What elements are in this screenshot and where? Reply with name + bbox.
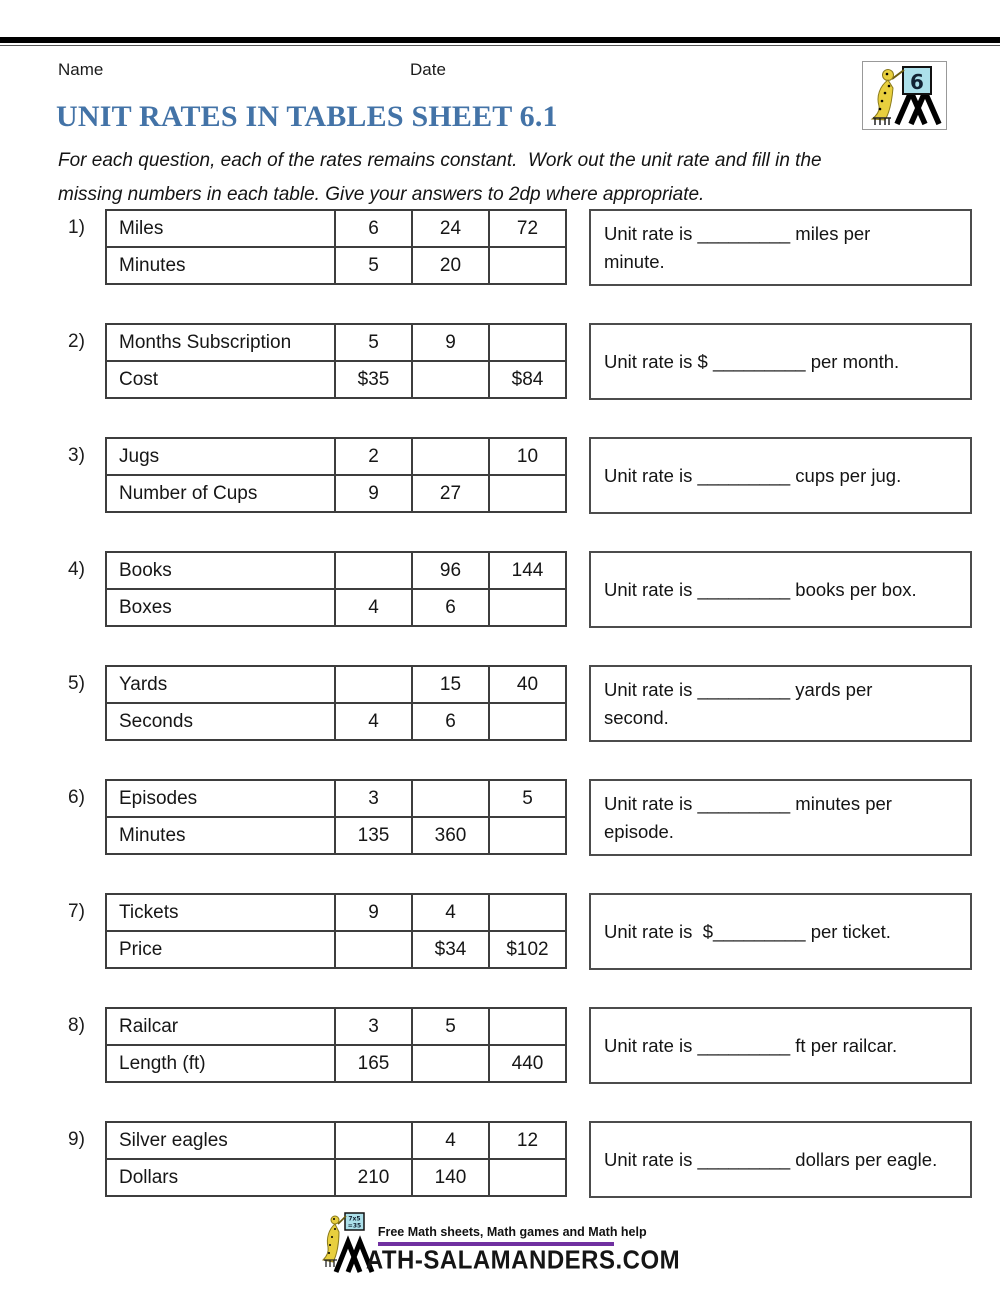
- grade-badge-logo: [862, 61, 947, 130]
- table-cell: [489, 1008, 566, 1045]
- table-cell: 6: [412, 703, 489, 740]
- question-number: 6): [68, 787, 85, 808]
- table-row: [106, 1008, 566, 1045]
- table-row: [106, 438, 566, 475]
- answer-text: Unit rate is _________ minutes per: [604, 792, 892, 814]
- table-cell: 9: [335, 475, 412, 512]
- row-label: Price: [106, 931, 335, 968]
- table-row: [106, 703, 566, 740]
- table-cell: 12: [489, 1122, 566, 1159]
- instructions-line-1: For each question, each of the rates remains constant. Work out the unit rate and fill in the: [58, 150, 822, 171]
- table-cell: [489, 1159, 566, 1196]
- table-cell: 4: [412, 894, 489, 931]
- table-row: [106, 1159, 566, 1196]
- table-cell: 72: [489, 210, 566, 247]
- table-cell: 9: [412, 324, 489, 361]
- answer-text: Unit rate is _________ miles per: [604, 222, 871, 244]
- answer-box: [589, 665, 972, 742]
- footer: [0, 1210, 1000, 1276]
- answer-box: [589, 1007, 972, 1084]
- rate-table: [105, 551, 567, 627]
- table-cell: 210: [335, 1159, 412, 1196]
- instructions: [58, 144, 822, 212]
- name-field-label: Name: [58, 60, 104, 79]
- table-cell: $102: [489, 931, 566, 968]
- table-cell: 140: [412, 1159, 489, 1196]
- row-label: Jugs: [106, 438, 335, 475]
- table-cell: 20: [412, 247, 489, 284]
- table-cell: 360: [412, 817, 489, 854]
- table-cell: 440: [489, 1045, 566, 1082]
- answer-box: [589, 323, 972, 400]
- row-label: Minutes: [106, 247, 335, 284]
- question-block-8: [68, 1007, 972, 1084]
- table-row: [106, 361, 566, 398]
- answer-box: [589, 209, 972, 286]
- answer-text: Unit rate is _________ ft per railcar.: [604, 1034, 898, 1056]
- answer-text: second.: [604, 706, 669, 728]
- table-row: [106, 475, 566, 512]
- footer-sign-text-2: =35: [347, 1222, 362, 1230]
- table-cell: [489, 894, 566, 931]
- answer-box: [589, 1121, 972, 1198]
- table-cell: [335, 666, 412, 703]
- row-label: Cost: [106, 361, 335, 398]
- table-cell: [489, 703, 566, 740]
- page-title: UNIT RATES IN TABLES SHEET 6.1: [56, 100, 558, 133]
- question-block-5: [68, 665, 972, 742]
- row-label: Miles: [106, 210, 335, 247]
- date-field-label: Date: [410, 60, 446, 79]
- table-cell: $35: [335, 361, 412, 398]
- table-cell: 5: [489, 780, 566, 817]
- question-block-6: [68, 779, 972, 856]
- answer-text: Unit rate is _________ cups per jug.: [604, 464, 902, 486]
- row-label: Boxes: [106, 589, 335, 626]
- table-cell: [412, 780, 489, 817]
- row-label: Length (ft): [106, 1045, 335, 1082]
- answer-box: [589, 551, 972, 628]
- top-border-thin-rule: [0, 45, 1000, 46]
- table-cell: 3: [335, 780, 412, 817]
- table-cell: 96: [412, 552, 489, 589]
- row-label: Dollars: [106, 1159, 335, 1196]
- row-label: Number of Cups: [106, 475, 335, 512]
- question-block-2: [68, 323, 972, 400]
- rate-table: [105, 1121, 567, 1197]
- table-row: [106, 324, 566, 361]
- rate-table: [105, 209, 567, 285]
- table-cell: [412, 1045, 489, 1082]
- row-label: Episodes: [106, 780, 335, 817]
- row-label: Silver eagles: [106, 1122, 335, 1159]
- table-cell: [489, 324, 566, 361]
- row-label: Yards: [106, 666, 335, 703]
- question-block-9: [68, 1121, 972, 1198]
- question-block-4: [68, 551, 972, 628]
- rate-table: [105, 779, 567, 855]
- question-block-7: [68, 893, 972, 970]
- table-cell: 4: [335, 589, 412, 626]
- table-cell: 4: [335, 703, 412, 740]
- table-cell: 15: [412, 666, 489, 703]
- table-cell: 9: [335, 894, 412, 931]
- question-number: 8): [68, 1015, 85, 1036]
- table-row: [106, 931, 566, 968]
- answer-text: Unit rate is _________ books per box.: [604, 578, 917, 600]
- table-cell: 5: [335, 247, 412, 284]
- top-border-rule: [0, 37, 1000, 43]
- table-cell: 165: [335, 1045, 412, 1082]
- table-cell: 40: [489, 666, 566, 703]
- table-row: [106, 552, 566, 589]
- answer-text: Unit rate is $ _________ per month.: [604, 350, 900, 372]
- row-label: Seconds: [106, 703, 335, 740]
- answer-text: Unit rate is _________ dollars per eagle.: [604, 1148, 938, 1170]
- table-cell: [335, 552, 412, 589]
- question-number: 4): [68, 559, 85, 580]
- table-cell: 5: [335, 324, 412, 361]
- rate-table: [105, 437, 567, 513]
- footer-sign-text-1: 7x5: [348, 1215, 361, 1223]
- footer-domain-text: ATH-SALAMANDERS.COM: [365, 1245, 681, 1275]
- row-label: Months Subscription: [106, 324, 335, 361]
- table-cell: [412, 361, 489, 398]
- questions-list: [68, 209, 972, 1235]
- table-cell: [489, 247, 566, 284]
- table-cell: 4: [412, 1122, 489, 1159]
- table-cell: 144: [489, 552, 566, 589]
- table-cell: 3: [335, 1008, 412, 1045]
- answer-text: Unit rate is $_________ per ticket.: [604, 920, 891, 942]
- row-label: Books: [106, 552, 335, 589]
- rate-table: [105, 893, 567, 969]
- grade-number: 6: [910, 70, 924, 94]
- answer-text: minute.: [604, 250, 665, 272]
- rate-table: [105, 323, 567, 399]
- question-number: 9): [68, 1129, 85, 1150]
- table-cell: [489, 475, 566, 512]
- table-row: [106, 780, 566, 817]
- table-cell: 135: [335, 817, 412, 854]
- table-cell: [489, 589, 566, 626]
- footer-tagline: Free Math sheets, Math games and Math help: [377, 1225, 647, 1239]
- instructions-line-2: missing numbers in each table. Give your answers to 2dp where appropriate.: [58, 184, 705, 205]
- table-row: [106, 894, 566, 931]
- answer-box: [589, 893, 972, 970]
- question-number: 3): [68, 445, 85, 466]
- rate-table: [105, 665, 567, 741]
- row-label: Minutes: [106, 817, 335, 854]
- table-row: [106, 666, 566, 703]
- answer-box: [589, 437, 972, 514]
- question-number: 5): [68, 673, 85, 694]
- table-cell: 10: [489, 438, 566, 475]
- table-cell: 6: [335, 210, 412, 247]
- answer-box: [589, 779, 972, 856]
- row-label: Railcar: [106, 1008, 335, 1045]
- table-row: [106, 817, 566, 854]
- table-cell: 2: [335, 438, 412, 475]
- row-label: Tickets: [106, 894, 335, 931]
- table-cell: 5: [412, 1008, 489, 1045]
- question-number: 7): [68, 901, 85, 922]
- question-number: 1): [68, 217, 85, 238]
- table-cell: $84: [489, 361, 566, 398]
- table-cell: [335, 1122, 412, 1159]
- rate-table: [105, 1007, 567, 1083]
- table-cell: [335, 931, 412, 968]
- question-block-3: [68, 437, 972, 514]
- table-row: [106, 1122, 566, 1159]
- table-cell: 6: [412, 589, 489, 626]
- table-row: [106, 589, 566, 626]
- salamander-grade-icon: [863, 62, 946, 128]
- table-row: [106, 247, 566, 284]
- answer-text: episode.: [604, 820, 674, 842]
- table-cell: 27: [412, 475, 489, 512]
- table-row: [106, 1045, 566, 1082]
- table-row: [106, 210, 566, 247]
- table-cell: [412, 438, 489, 475]
- table-cell: [489, 817, 566, 854]
- answer-text: Unit rate is _________ yards per: [604, 678, 873, 700]
- table-cell: 24: [412, 210, 489, 247]
- question-number: 2): [68, 331, 85, 352]
- table-cell: $34: [412, 931, 489, 968]
- question-block-1: [68, 209, 972, 286]
